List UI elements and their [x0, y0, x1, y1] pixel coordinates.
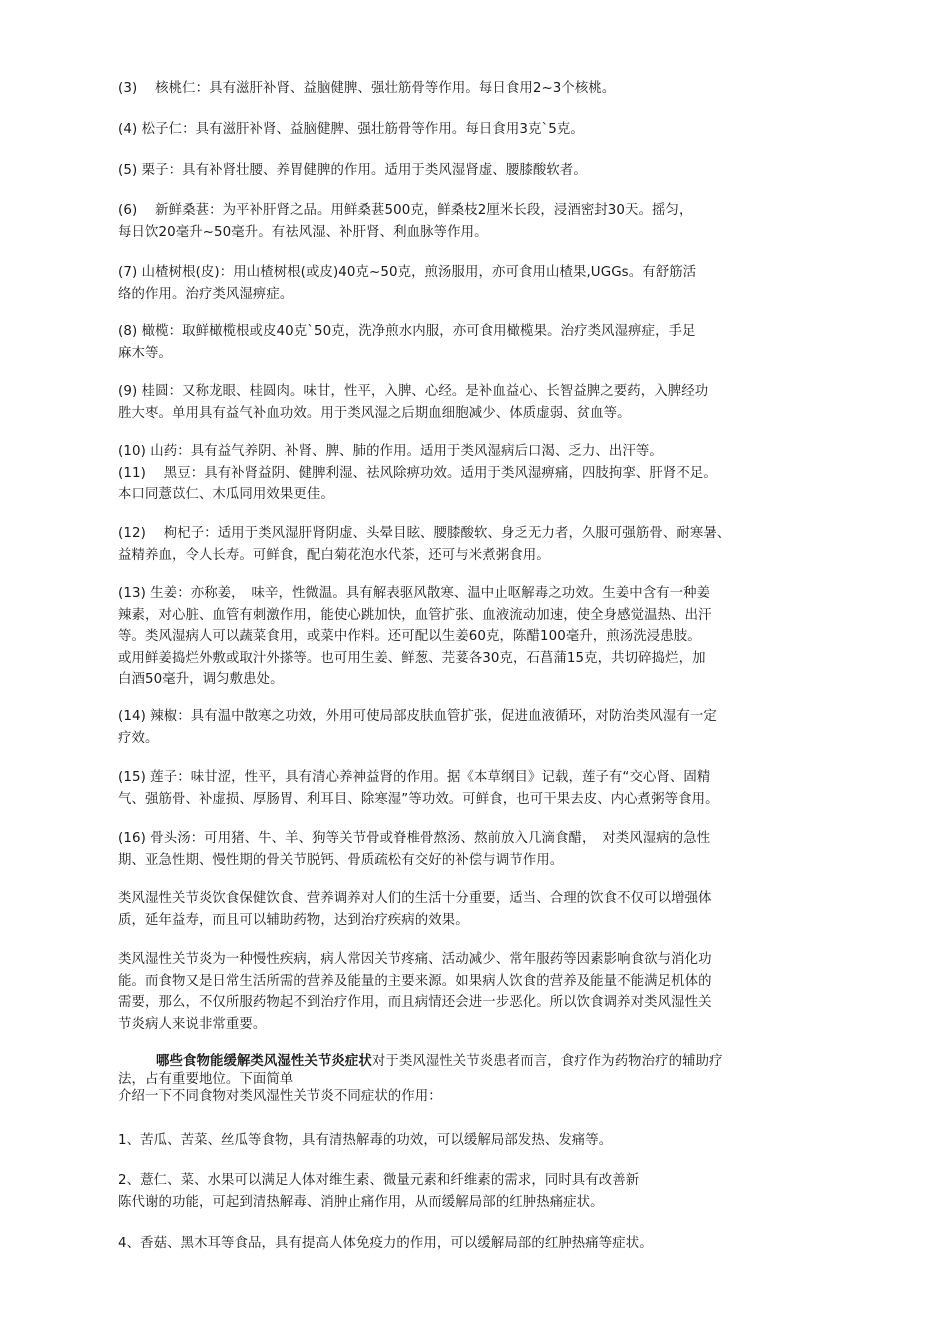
- item-10-11: (10) 山药：具有益气养阴、补肾、脾、肺的作用。适用于类风湿病后口渴、乏力、出汗等。 (11) 黑豆：具有补肾益阴、健脾利湿、祛风除痹功效。适用于类风湿痹痛，四肢拘挛、肝肾不足。 本口同薏苡仁、木瓜同用效果更佳。: [118, 444, 717, 502]
- item-16: (16) 骨头汤：可用猪、牛、羊、狗等关节骨或脊椎骨熬汤、熬前放入几滴食醋， 对类风湿病的急性 期、亚急性期、慢性期的骨关节脱钙、骨质疏松有交好的补偿与调节作用。: [118, 831, 711, 868]
- item-9: (9) 桂圆：又称龙眼、桂圆肉。味甘，性平，入脾、心经。是补血益心、长智益脾之要药，入脾经功 胜大枣。单用具有益气补血功效。用于类风湿之后期血细胞减少、体质虚弱、贫血等。: [118, 384, 709, 421]
- section-heading: 哪些食物能缓解类风湿性关节炎症状: [156, 1054, 372, 1069]
- item-13: (13) 生姜：亦称姜， 味辛，性微温。具有解表驱风散寒、温中止呕解毒之功效。生姜中含有一种姜 辣素，对心脏、血管有刺激作用，能使心跳加快，血管扩张、血液流动加速，使全身感觉温热、出汗 等。类风湿病人可以蔬菜食用，或菜中作料。还可配以生姜60克，陈醋100毫升，煎汤洗浸患肢。 或用鲜姜捣烂外敷或取汁外搽等。也可用生姜、鲜葱、芫荽各30克，石菖蒲15克，共切碎捣烂，加 白酒50毫升，调匀敷患处。: [118, 586, 712, 687]
- importance-paragraph: 类风湿性关节炎为一种慢性疾病，病人常因关节疼痛、活动减少、常年服药等因素影响食欲与消化功 能。而食物又是日常生活所需的营养及能量的主要来源。如果病人饮食的营养及能量不能满足机体的 需要，那么，不仅所服药物起不到治疗作用，而且病情还会进一步恶化。所以饮食调养对类风湿性关 节炎病人来说非常重要。: [118, 952, 712, 1032]
- item-12: (12) 枸杞子：适用于类风湿肝肾阴虚、头晕目眩、腰膝酸软、身乏无力者，久服可强筋骨、耐寒暑、 益精养血，令人长寿。可鲜食，配白菊花泡水代茶，还可与米煮粥食用。: [118, 526, 731, 563]
- tail-item-2: 2、薏仁、菜、水果可以满足人体对维生素、微量元素和纤维素的需求，同时具有改善新 陈代谢的功能，可起到清热解毒、消肿止痛作用，从而缓解局部的红肿热痛症状。: [118, 1173, 640, 1210]
- item-7: (7) 山楂树根(皮)：用山楂树根(或皮)40克~50克，煎汤服用，亦可食用山楂果,UGGs。有舒筋活 络的作用。治疗类风湿痹症。: [118, 265, 697, 302]
- section-heading-paragraph: 哪些食物能缓解类风湿性关节炎症状对于类风湿性关节炎患者而言，食疗作为药物治疗的辅助疗 法，占有重要地位。下面简单 介绍一下不同食物对类风湿性关节炎不同症状的作用：: [118, 1054, 723, 1104]
- item-3: (3) 核桃仁：具有滋肝补肾、益脑健脾、强壮筋骨等作用。每日食用2~3个核桃。: [118, 81, 616, 96]
- tail-item-4: 4、香菇、黑木耳等食品，具有提高人体免疫力的作用，可以缓解局部的红肿热痛等症状。: [118, 1236, 653, 1251]
- intro-paragraph: 类风湿性关节炎饮食保健饮食、营养调养对人们的生活十分重要，适当、合理的饮食不仅可以增强体 质，延年益寿，而且可以辅助药物，达到治疗疾病的效果。: [118, 891, 712, 928]
- item-6: (6) 新鲜桑葚：为平补肝肾之品。用鲜桑葚500克，鲜桑枝2厘米长段，浸酒密封30天。摇匀， 每日饮20毫升~50毫升。有祛风湿、补肝肾、利血脉等作用。: [118, 203, 693, 240]
- item-5: (5) 栗子：具有补肾壮腰、养胃健脾的作用。适用于类风湿肾虚、腰膝酸软者。: [118, 163, 587, 178]
- tail-item-1: 1、苦瓜、苦菜、丝瓜等食物，具有清热解毒的功效，可以缓解局部发热、发痛等。: [118, 1133, 613, 1148]
- item-14: (14) 辣椒：具有温中散寒之功效，外用可使局部皮肤血管扩张，促进血液循环，对防治类风湿有一定 疗效。: [118, 709, 717, 746]
- item-8: (8) 橄榄：取鲜橄榄根或皮40克`50克，洗净煎水内服，亦可食用橄榄果。治疗类风湿痹症，手足 麻木等。: [118, 324, 696, 361]
- item-4: (4) 松子仁：具有滋肝补肾、益脑健脾、强壮筋骨等作用。每日食用3克`5克。: [118, 122, 584, 137]
- item-15: (15) 莲子：味甘涩，性平，具有清心养神益肾的作用。据《本草纲目》记载，莲子有“交心肾、固精 气、强筋骨、补虚损、厚肠胃、利耳目、除寒湿”等功效。可鲜食，也可干果去皮、内心煮粥等食用。: [118, 770, 719, 807]
